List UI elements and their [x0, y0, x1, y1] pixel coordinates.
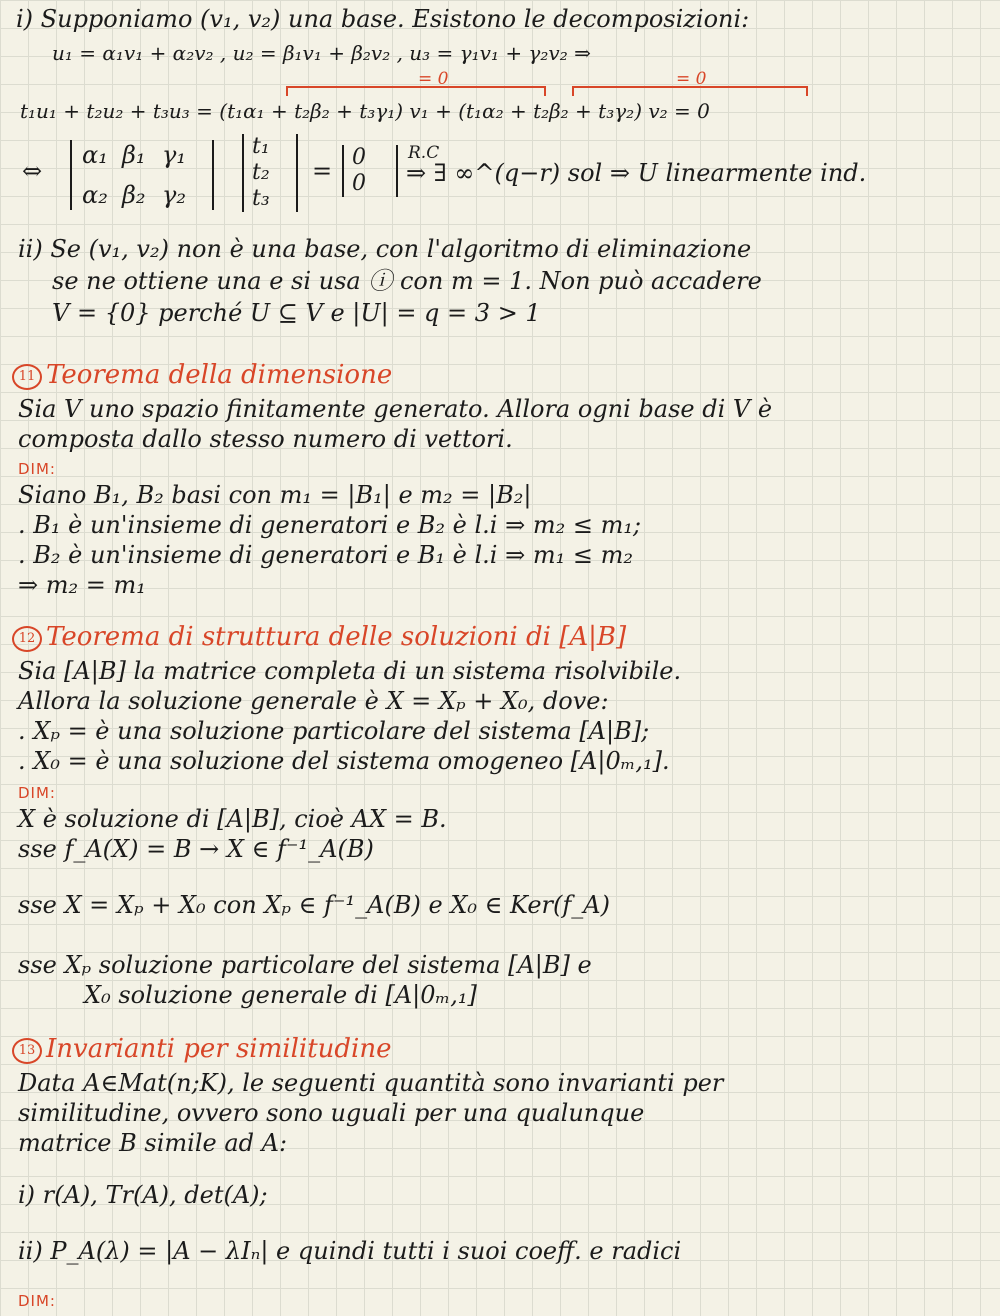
invariants-item-i: i) r(A), Tr(A), det(A); — [18, 1181, 268, 1209]
proof-line: X è soluzione di [A|B], cioè AX = B. — [18, 805, 447, 833]
rc-label: R.C — [408, 143, 440, 163]
proof-line: X₀ soluzione generale di [A|0ₘ,₁] — [84, 981, 477, 1009]
proof-i-decompositions: u₁ = α₁v₁ + α₂v₂ , u₂ = β₁v₁ + β₂v₂ , u₃ = γ₁v₁ + γ₂v₂ ⇒ — [52, 41, 591, 65]
proof-ii-line1: ii) Se (v₁, v₂) non è una base, con l'algoritmo di eliminazione — [18, 235, 752, 263]
matrix-cell: γ₁ — [162, 141, 186, 169]
proof-i-linear-combination: t₁u₁ + t₂u₂ + t₃u₃ = (t₁α₁ + t₂β₂ + t₃γ₁) v₁ + (t₁α₂ + t₂β₂ + t₃γ₂) v₂ = 0 — [20, 99, 710, 123]
proof-i-line1: i) Supponiamo (v₁, v₂) una base. Esistono le decomposizioni: — [16, 5, 750, 33]
equals-sign: = — [312, 157, 333, 185]
vector-cell: t₂ — [252, 160, 270, 185]
theorem-12-statement: Sia [A|B] la matrice completa di un sistema risolvibile. — [18, 657, 682, 685]
vector-cell: 0 — [352, 171, 366, 196]
dim-label: DIM: — [18, 460, 56, 478]
proof-line: Siano B₁, B₂ basi con m₁ = |B₁| e m₂ = |B₂| — [18, 481, 532, 509]
coefficient-matrix — [70, 140, 214, 210]
unknowns-vector — [242, 134, 298, 212]
invariants-item-ii: ii) P_A(λ) = |A − λIₙ| e quindi tutti i suoi coeff. e radici — [18, 1237, 682, 1265]
matrix-cell: α₁ — [82, 141, 108, 169]
proof-line: sse f_A(X) = B → X ∈ f⁻¹_A(B) — [18, 835, 374, 863]
theorem-number-badge: 12 — [12, 626, 42, 652]
theorem-12-statement: Allora la soluzione generale è X = Xₚ + X₀, dove: — [18, 687, 609, 715]
theorem-title: Invarianti per similitudine — [46, 1034, 392, 1064]
theorem-title: Teorema della dimensione — [46, 360, 393, 390]
matrix-cell: γ₂ — [162, 181, 186, 209]
matrix-cell: β₁ — [122, 141, 146, 169]
theorem-number-badge: 13 — [12, 1038, 42, 1064]
proof-ii-line3: V = {0} perché U ⊆ V e |U| = q = 3 > 1 — [52, 299, 541, 327]
proof-i-conclusion: ⇒ ∃ ∞^(q−r) sol ⇒ U linearmente ind. — [406, 159, 867, 187]
vector-cell: t₃ — [252, 186, 270, 211]
vector-cell: 0 — [352, 145, 366, 170]
iff-symbol: ⇔ — [22, 157, 43, 185]
theorem-13-heading — [12, 1034, 392, 1064]
matrix-cell: β₂ — [122, 181, 146, 209]
theorem-13-statement: Data A∈Mat(n;K), le seguenti quantità sono invarianti per — [18, 1069, 724, 1097]
theorem-title: Teorema di struttura delle soluzioni di [A|B] — [46, 622, 627, 652]
theorem-number-badge: 11 — [12, 364, 42, 390]
theorem-11-statement: Sia V uno spazio finitamente generato. Allora ogni base di V è — [18, 395, 773, 423]
proof-line: ⇒ m₂ = m₁ — [18, 571, 146, 599]
dim-label: DIM: — [18, 1292, 56, 1310]
brace-right — [572, 86, 808, 96]
rhs-vector — [342, 145, 398, 197]
theorem-12-statement: . X₀ = è una soluzione del sistema omogeneo [A|0ₘ,₁]. — [18, 747, 670, 775]
proof-line: sse Xₚ soluzione particolare del sistema [A|B] e — [18, 951, 592, 979]
proof-ii-line2: se ne ottiene una e si usa ⓘ con m = 1. Non può accadere — [52, 267, 762, 295]
theorem-11-heading — [12, 360, 392, 390]
theorem-11-statement: composta dallo stesso numero di vettori. — [18, 425, 513, 453]
theorem-13-statement: similitudine, ovvero sono uguali per una qualunque — [18, 1099, 645, 1127]
zero-annotation-2: = 0 — [676, 69, 707, 89]
dim-label: DIM: — [18, 784, 56, 802]
proof-line: sse X = Xₚ + X₀ con Xₚ ∈ f⁻¹_A(B) e X₀ ∈ Ker(f_A) — [18, 891, 610, 919]
zero-annotation-1: = 0 — [418, 69, 449, 89]
brace-left — [286, 86, 546, 96]
vector-cell: t₁ — [252, 134, 270, 159]
theorem-13-statement: matrice B simile ad A: — [18, 1129, 288, 1157]
proof-line: . B₁ è un'insieme di generatori e B₂ è l.i ⇒ m₂ ≤ m₁; — [18, 511, 642, 539]
theorem-12-heading — [12, 622, 626, 652]
theorem-12-statement: . Xₚ = è una soluzione particolare del sistema [A|B]; — [18, 717, 650, 745]
matrix-cell: α₂ — [82, 181, 108, 209]
proof-line: . B₂ è un'insieme di generatori e B₁ è l.i ⇒ m₁ ≤ m₂ — [18, 541, 633, 569]
